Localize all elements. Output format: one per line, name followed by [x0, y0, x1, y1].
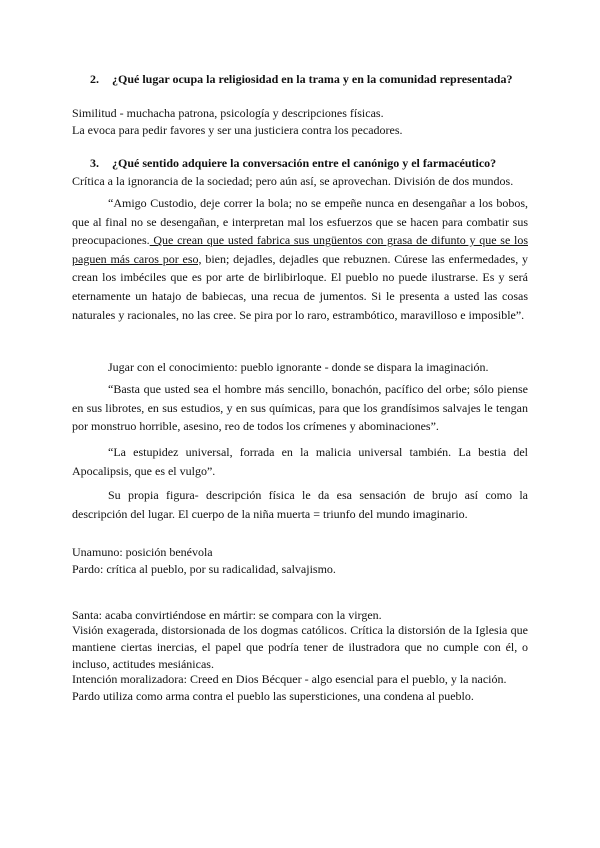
santa-note: Santa: acaba convirtiéndose en mártir: se compara con la virgen.: [72, 608, 382, 622]
quote-custodio-part-2: bien; dejadles, dejadles que rebuznen. Cúrese las enfermedades, y crean los imbéciles que es por arte de birlibirloque. El pueblo no puede ilustrarse. Es y será eternamente un hatajo de babiecas, una recua de jumentos. Si le presenta a usted las cosas naturales y racionales, no las cree. Se pira por lo raro, estrambótico, maravilloso e imposible”.: [72, 251, 528, 322]
note-brujo: Su propia figura- descripción física le da esa sensación de brujo así como la descripción del lugar. El cuerpo de la niña muerta = triunfo del mundo imaginario.: [72, 488, 528, 521]
note-knowledge: Jugar con el conocimiento: pueblo ignorante - donde se dispara la imaginación.: [108, 360, 489, 374]
moralizing-note: Intención moralizadora: Creed en Dios Bécquer - algo esencial para el pueblo, y la nación.: [72, 672, 507, 686]
question-2: [90, 70, 530, 89]
question-3-text: ¿Qué sentido adquiere la conversación entre el canónigo y el farmacéutico?: [112, 156, 497, 170]
quote-custodio-underlined: Que crean que usted fabrica sus ungüentos con grasa de difunto y que se los paguen más caros por eso,: [72, 233, 528, 266]
quote-salvajes: “Basta que usted sea el hombre más sencillo, bonachón, pacífico del orbe; sólo piense en sus librotes, en sus estudios, y en sus químicas, para que los grandísimos salvajes le tengan por monstruo horrible, asesino, reo de todos los crímenes y abominaciones”.: [72, 382, 528, 434]
quote-custodio: [72, 194, 528, 324]
question-3-number: 3.: [90, 156, 99, 170]
vision-note: Visión exagerada, distorsionada de los dogmas católicos. Crítica la distorsión de la Iglesia que mantiene ciertas inercias, el papel que podría tener de ilustradora que no cumple con él, o incluso, actitudes mesiánicas.: [72, 623, 528, 672]
question-2-text: ¿Qué lugar ocupa la religiosidad en la trama y en la comunidad representada?: [112, 72, 513, 86]
quote-vulgo: “La estupidez universal, forrada en la malicia universal también. La bestia del Apocalipsis, que es el vulgo”.: [72, 445, 528, 478]
author-pardo: Pardo: crítica al pueblo, por su radicalidad, salvajismo.: [72, 562, 336, 576]
quote-custodio-part-1: “Amigo Custodio, deje correr la bola; no se empeñe nunca en desengañar a los bobos, que al final no se desengañan, e interpretan mal los esfuerzos que se hacen para combatir sus preocupaciones.: [72, 196, 528, 248]
author-unamuno: Unamuno: posición benévola: [72, 545, 213, 559]
q2-note-1: Similitud - muchacha patrona, psicología y descripciones físicas.: [72, 106, 384, 120]
question-3: [90, 154, 530, 173]
q3-intro: Crítica a la ignorancia de la sociedad; pero aún así, se aprovechan. División de dos mundos.: [72, 174, 514, 188]
superstition-note: Pardo utiliza como arma contra el pueblo las supersticiones, una condena al pueblo.: [72, 689, 474, 703]
question-2-number: 2.: [90, 72, 99, 86]
q2-note-2: La evoca para pedir favores y ser una justiciera contra los pecadores.: [72, 123, 403, 137]
